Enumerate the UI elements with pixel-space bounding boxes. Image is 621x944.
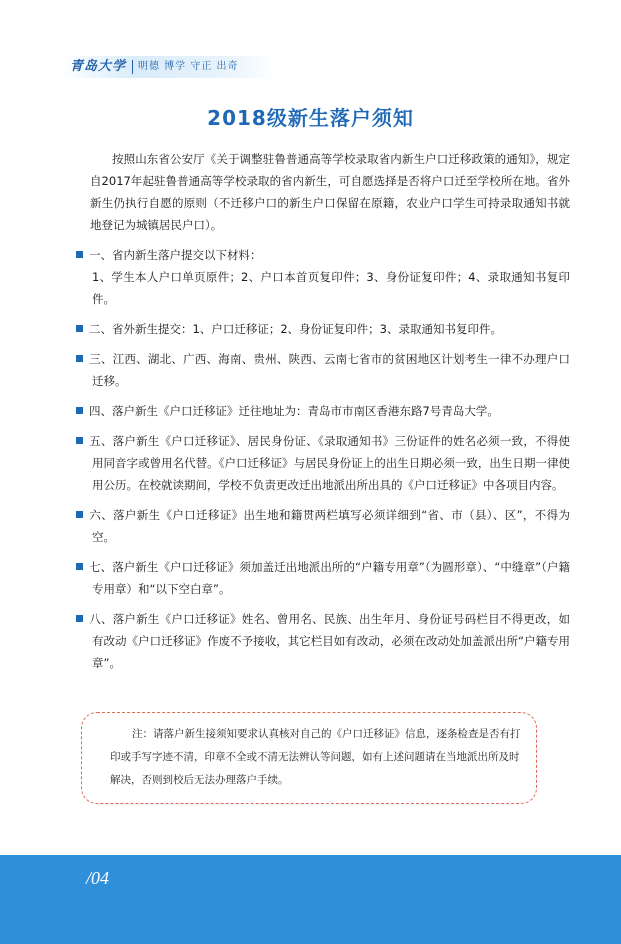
intro-paragraph: 按照山东省公安厅《关于调整驻鲁普通高等学校录取省内新生户口迁移政策的通知》，规定自2017年起驻鲁普通高等学校录取的省内新生，可自愿选择是否将户口迁至学校所在地。省外新生仍执行自愿的原则（不迁移户口的新生户口保留在原籍，农业户口学生可持录取通知书就地登记为城镇居民户口）。 (90, 152, 570, 232)
item-text: 六、落户新生《户口迁移证》出生地和籍贯两栏填写必须详细到“省、市（县）、区”，不得为空。 (89, 508, 570, 544)
item-4 (89, 400, 570, 422)
item-5 (89, 430, 570, 496)
item-2 (89, 318, 570, 340)
item-text: 五、落户新生《户口迁移证》、居民身份证、《录取通知书》三份证件的姓名必须一致，不得使用同音字或曾用名代替。《户口迁移证》与居民身份证上的出生日期必须一致，出生日期一律使用公历。在校就读期间，学校不负责更改迁出地派出所出具的《户口迁移证》中各项目内容。 (89, 434, 570, 492)
square-bullet-icon (76, 437, 83, 444)
square-bullet-icon (76, 407, 83, 414)
notice-body (89, 148, 570, 682)
university-motto: 明德 博学 守正 出奇 (138, 61, 239, 72)
note-text: 注：请落户新生接须知要求认真核对自己的《户口迁移证》信息，逐条检查是否有打印或手写字迹不清，印章不全或不清无法辨认等问题，如有上述问题请在当地派出所及时解决，否则到校后无法办理落户手续。 (110, 728, 521, 786)
logo-divider (132, 60, 133, 74)
square-bullet-icon (76, 615, 83, 622)
item-3 (89, 348, 570, 392)
item-8 (89, 608, 570, 674)
item-text: 二、省外新生提交：1、户口迁移证；2、身份证复印件；3、录取通知书复印件。 (89, 322, 502, 336)
item-text: 八、落户新生《户口迁移证》姓名、曾用名、民族、出生年月、身份证号码栏目不得更改，如有改动《户口迁移证》作废不予接收，其它栏目如有改动，必须在改动处加盖派出所“户籍专用章”。 (89, 612, 570, 670)
page-title: 2018级新生落户须知 (207, 106, 414, 130)
page-number: /04 (86, 868, 110, 888)
item-text: 一、省内新生落户提交以下材料： (89, 248, 262, 262)
item-6 (89, 504, 570, 548)
square-bullet-icon (76, 325, 83, 332)
note-box (81, 712, 537, 804)
square-bullet-icon (76, 563, 83, 570)
square-bullet-icon (76, 511, 83, 518)
item-text: 七、落户新生《户口迁移证》须加盖迁出地派出所的“户籍专用章”（为圆形章）、“中缝章”（户籍专用章）和“以下空白章”。 (89, 560, 570, 596)
item-7 (89, 556, 570, 600)
item-1-materials: 1、学生本人户口单页原件；2、户口本首页复印件；3、身份证复印件；4、录取通知书复印件。 (92, 270, 570, 306)
item-text: 四、落户新生《户口迁移证》迁往地址为：青岛市市南区香港东路7号青岛大学。 (89, 404, 499, 418)
square-bullet-icon (76, 355, 83, 362)
university-logo: 青岛大学 (70, 59, 127, 74)
item-text: 三、江西、湖北、广西、海南、贵州、陕西、云南七省市的贫困地区计划考生一律不办理户口迁移。 (89, 352, 570, 388)
square-bullet-icon (76, 251, 83, 258)
item-1 (89, 244, 570, 266)
